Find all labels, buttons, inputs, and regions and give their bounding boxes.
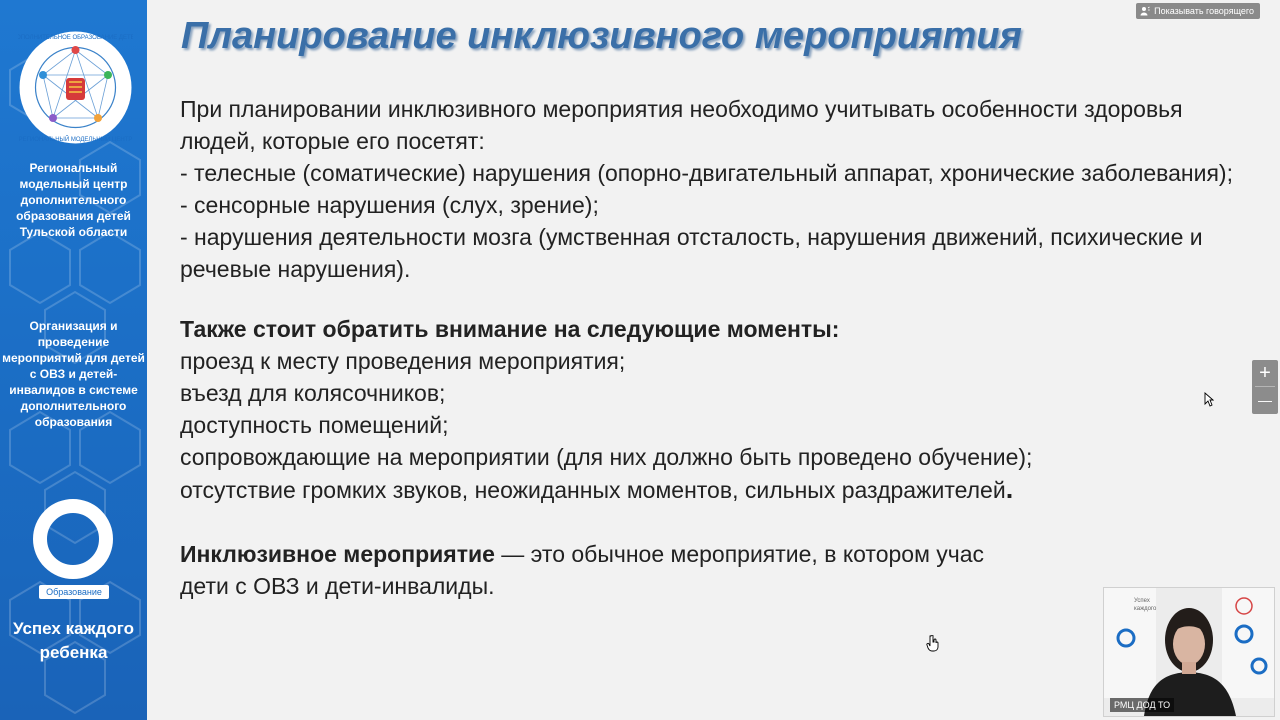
program-title: Организация и проведение мероприятий для детей с ОВЗ и детей-инвалидов в системе дополнительного образования <box>2 319 145 429</box>
svg-text:РЕГИОНАЛЬНЫЙ МОДЕЛЬНЫЙ ЦЕНТР: РЕГИОНАЛЬНЫЙ МОДЕЛЬНЫЙ ЦЕНТР <box>18 137 133 143</box>
list-item-text: отсутствие громких звуков, неожиданных моментов, сильных раздражителей <box>180 477 1006 503</box>
mouse-pointer-icon <box>1204 392 1214 407</box>
list-item: въезд для колясочников; <box>180 380 446 406</box>
video-label: РМЦ ДОД ТО <box>1110 698 1174 712</box>
list-item: - сенсорные нарушения (слух, зрение); <box>180 192 599 218</box>
speaker-video[interactable] <box>1103 587 1275 717</box>
person-icon <box>1140 6 1150 16</box>
zoom-out-button[interactable]: — <box>1258 392 1272 408</box>
education-badge: Образование <box>39 585 109 599</box>
show-speaker-button[interactable] <box>1136 3 1260 19</box>
zoom-in-button[interactable]: + <box>1259 362 1271 384</box>
organization-logo <box>18 30 133 145</box>
zoom-controls <box>1252 360 1278 414</box>
slide-title: Планирование инклюзивного мероприятия <box>181 15 1022 57</box>
show-speaker-label: Показывать говорящего <box>1154 6 1254 16</box>
list-item-end: . <box>1005 474 1014 504</box>
svg-text:ДОПОЛНИТЕЛЬНОЕ ОБРАЗОВАНИЕ ДЕТ: ДОПОЛНИТЕЛЬНОЕ ОБРАЗОВАНИЕ ДЕТЕЙ <box>18 35 133 41</box>
list-item <box>180 473 1250 506</box>
sidebar <box>0 0 147 720</box>
attention-heading: Также стоит обратить внимание на следующие моменты: <box>180 316 840 342</box>
list-item: доступность помещений; <box>180 412 449 438</box>
definition-text: — это обычное мероприятие, в котором учас <box>494 541 985 567</box>
list-item: проезд к месту проведения мероприятия; <box>180 348 626 374</box>
slide-content <box>180 93 1250 602</box>
organization-name: Региональный модельный центр дополнительного образования детей Тульской области <box>16 161 131 239</box>
definition-term: Инклюзивное мероприятие <box>180 541 495 567</box>
svg-text:каждого: каждого <box>1134 606 1157 612</box>
speaker-image <box>1104 588 1274 716</box>
list-item: - телесные (соматические) нарушения (опорно-двигательный аппарат, хронические заболевания); <box>180 160 1233 186</box>
education-logo-ring <box>33 499 113 579</box>
list-item: сопровождающие на мероприятии (для них должно быть проведено обучение); <box>180 444 1033 470</box>
definition-continued: дети с ОВЗ и дети-инвалиды. <box>180 573 495 599</box>
slogan: Успех каждого ребенка <box>12 619 135 662</box>
list-item: - нарушения деятельности мозга (умственная отсталость, нарушения движений, психические и речевые нарушения). <box>180 224 1203 282</box>
hand-pointer-icon <box>926 635 940 652</box>
svg-text:Успех: Успех <box>1134 598 1150 604</box>
definition <box>180 538 1250 570</box>
intro-text: При планировании инклюзивного мероприятия необходимо учитывать особенности здоровья людей, которые его посетят: <box>180 96 1183 154</box>
